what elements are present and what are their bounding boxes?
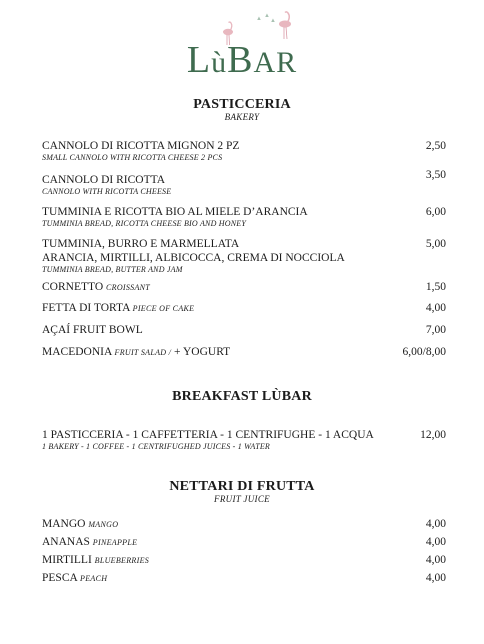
item-translation: PEACH — [80, 574, 108, 583]
item-name: ANANAS — [42, 536, 90, 548]
section-title-breakfast: BREAKFAST LÙBAR — [172, 389, 312, 404]
item-price: 4,00 — [425, 572, 446, 584]
item-name: CANNOLO DI RICOTTA — [42, 174, 166, 186]
item-translation: FRUIT SALAD / — [114, 348, 172, 357]
item-extra: + YOGURT — [174, 346, 231, 358]
item-name: CANNOLO DI RICOTTA MIGNON 2 PZ — [42, 140, 240, 152]
section-subtitle-bakery: BAKERY — [224, 112, 260, 122]
item-translation: BLUEBERRIES — [94, 556, 150, 565]
menu-item — [42, 345, 446, 360]
menu-item — [42, 169, 446, 197]
menu-item — [42, 205, 446, 229]
menu-item — [42, 280, 446, 295]
item-name: MANGO — [42, 518, 86, 530]
menu-item — [42, 517, 446, 532]
bird-icon: ▲ — [264, 13, 270, 19]
item-translation: MANGO — [88, 520, 119, 529]
item-name: MIRTILLI — [42, 554, 92, 566]
item-name: TUMMINIA, BURRO E MARMELLATA — [42, 238, 240, 250]
item-name-line2: ARANCIA, MIRTILLI, ALBICOCCA, CREMA DI NOCCIOLA — [42, 252, 345, 264]
bird-icon: ▲ — [270, 18, 276, 24]
item-price: 5,00 — [425, 238, 446, 250]
item-price: 4,00 — [425, 518, 446, 530]
section-subtitle-fruit-juice: FRUIT JUICE — [214, 494, 270, 504]
item-price: 1,50 — [425, 281, 446, 293]
item-price: 6,00/8,00 — [402, 346, 446, 358]
menu-item — [42, 553, 446, 568]
menu-item — [42, 428, 446, 452]
menu-item — [42, 535, 446, 550]
item-name: FETTA DI TORTA — [42, 302, 130, 314]
flamingo-icon — [277, 10, 293, 40]
section-title-pasticceria: PASTICCERIA — [193, 97, 291, 112]
item-translation: TUMMINIA BREAD, RICOTTA CHEESE BIO AND HONEY — [42, 219, 246, 228]
lubar-logo — [0, 8, 484, 81]
item-price: 4,00 — [425, 554, 446, 566]
item-translation: PIECE OF CAKE — [132, 304, 195, 313]
item-name: CORNETTO — [42, 281, 104, 293]
menu-item — [42, 571, 446, 586]
item-name: 1 PASTICCERIA - 1 CAFFETTERIA - 1 CENTRIFUGHE - 1 ACQUA — [42, 429, 374, 441]
item-translation: TUMMINIA BREAD, BUTTER AND JAM — [42, 265, 183, 274]
item-price: 12,00 — [420, 429, 446, 441]
item-name: MACEDONIA — [42, 346, 112, 358]
item-translation: CROISSANT — [106, 283, 151, 292]
item-price: 4,00 — [425, 536, 446, 548]
menu-item — [42, 237, 446, 275]
menu-item — [42, 139, 446, 163]
logo-wordmark: LùBAR — [186, 39, 298, 81]
item-price: 6,00 — [425, 206, 446, 218]
menu-item — [42, 301, 446, 316]
item-translation: 1 BAKERY - 1 COFFEE - 1 CENTRIFUGHED JUICES - 1 WATER — [42, 442, 271, 451]
item-price: 2,50 — [425, 140, 446, 152]
section-title-nettari: NETTARI DI FRUTTA — [169, 479, 315, 494]
bird-icon: ▲ — [256, 16, 262, 22]
item-price: 4,00 — [425, 302, 446, 314]
item-translation: PINEAPPLE — [92, 538, 138, 547]
item-price: 7,00 — [425, 324, 446, 336]
item-name: PESCA — [42, 572, 78, 584]
item-translation: CANNOLO WITH RICOTTA CHEESE — [42, 187, 172, 196]
item-name: AÇAÍ FRUIT BOWL — [42, 324, 143, 336]
menu-item — [42, 323, 446, 337]
item-name: TUMMINIA E RICOTTA BIO AL MIELE D’ARANCIA — [42, 206, 308, 218]
item-translation: SMALL CANNOLO WITH RICOTTA CHEESE 2 PCS — [42, 153, 223, 162]
item-price: 3,50 — [425, 169, 446, 181]
